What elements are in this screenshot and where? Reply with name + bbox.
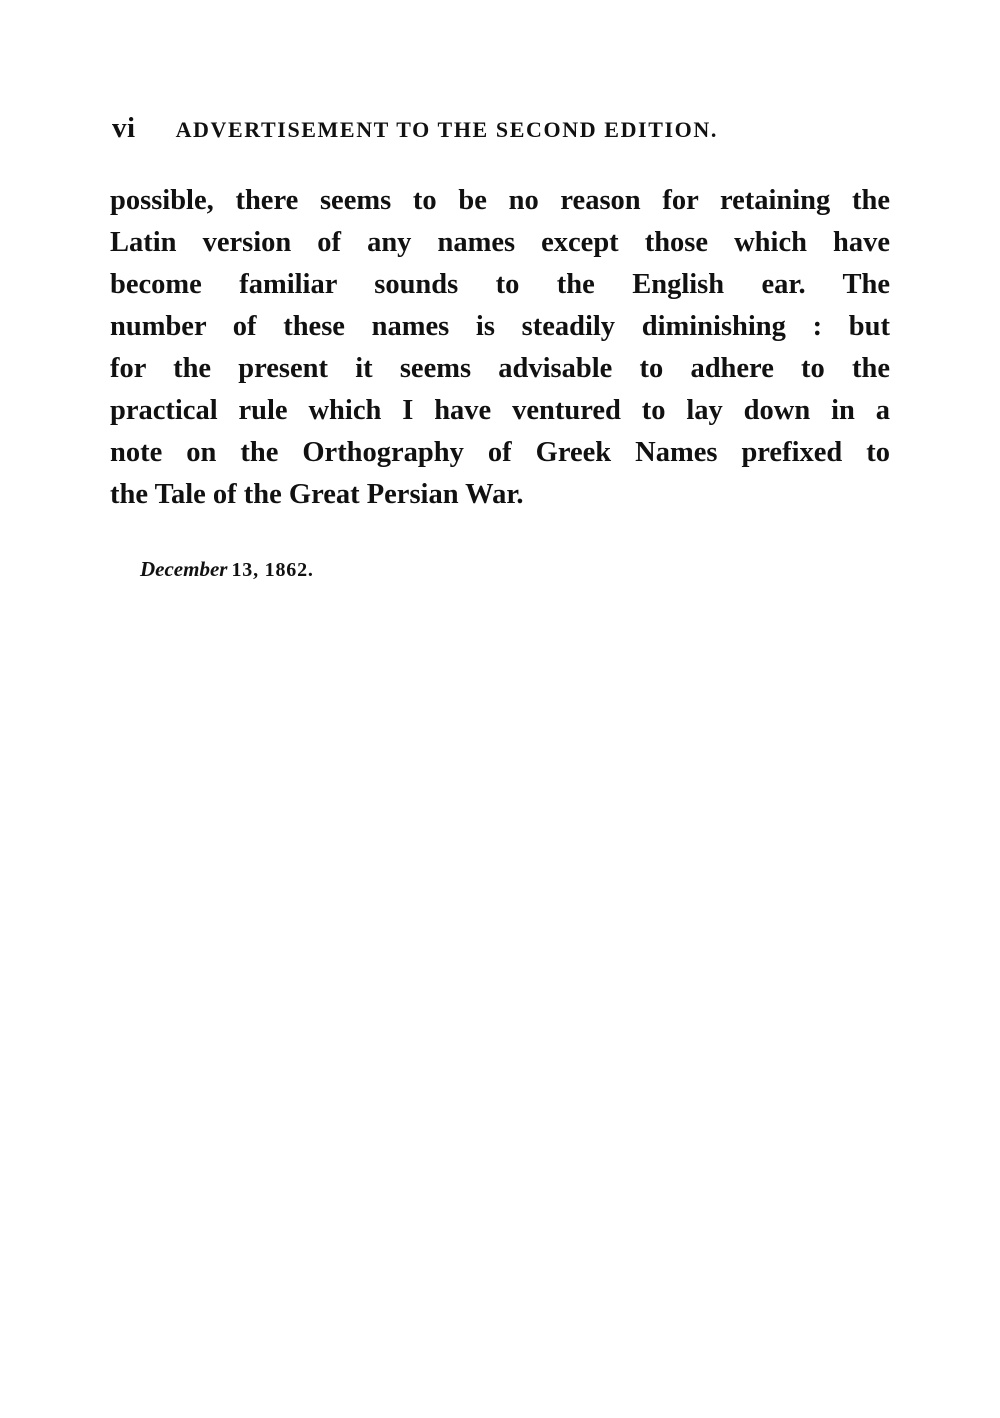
dateline-date: 13, 1862. (231, 559, 314, 581)
text-line: practical rule which I have ventured to lay down in a (110, 395, 890, 426)
running-title: ADVERTISEMENT TO THE SECOND EDITION. (175, 117, 718, 142)
body-paragraph (110, 180, 890, 516)
dateline (140, 554, 314, 584)
text-line: number of these names is steadily diminishing : but (110, 311, 890, 342)
text-line: possible, there seems to be no reason for retaining the (110, 185, 890, 216)
page-number: vi (112, 112, 136, 144)
text-line: become familiar sounds to the English ear. The (110, 269, 890, 300)
dateline-month: December (140, 557, 228, 581)
text-line: for the present it seems advisable to adhere to the (110, 353, 890, 384)
text-line: note on the Orthography of Greek Names prefixed to (110, 437, 890, 468)
text-line: Latin version of any names except those which have (110, 227, 890, 258)
text-line: the Tale of the Great Persian War. (110, 479, 524, 510)
running-head (112, 112, 812, 152)
